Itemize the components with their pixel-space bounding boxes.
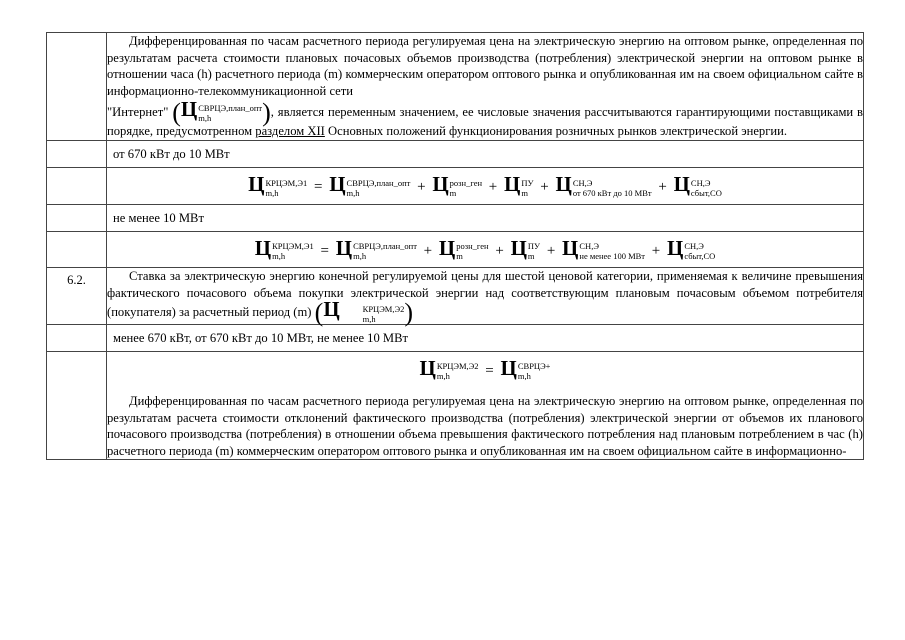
formula-sup: ПУ — [521, 177, 534, 188]
empty-num-cell — [47, 324, 107, 351]
description-paragraph — [107, 33, 863, 99]
formula-sub: сбыт,СО — [684, 251, 716, 262]
description-text: Дифференцированная по часам расчетного периода регулируемая цена на электрическую энергию на оптовом рынке, определенная по результатам расчета стоимости плановых почасовых объемов производства (потребления) электрической энергии на оптовом рынке в отношении часа (h) расчетного периода (m) коммерческим оператором оптового рынка и опубликованная им на своем официальном сайте в информационно-телекоммуникационной сети — [107, 34, 863, 98]
symbol-sup: СВРЦЭ,план_опт — [198, 103, 263, 114]
table-row — [47, 168, 864, 205]
symbol-char: Ц — [510, 235, 527, 260]
row-number: 6.2. — [47, 268, 107, 324]
formula-sup: КРЦЭМ,Э1 — [272, 241, 314, 252]
symbol-sub: m,h — [198, 113, 212, 124]
plus-sign: + — [546, 242, 556, 259]
plus-sign: + — [651, 242, 661, 259]
formula-sub: m — [456, 251, 463, 262]
equals-sign: = — [320, 242, 329, 259]
formula-sup: СВРЦЭ,план_опт — [346, 177, 411, 188]
internet-text: "Интернет" — [107, 105, 169, 120]
description-text-2: , является переменным значением, ее числовые значения рассчитываются гарантирующими поставщиками в порядке, предусмотренном — [107, 105, 864, 139]
formula-sup: КРЦЭМ,Э2 — [436, 361, 479, 372]
table-row — [47, 33, 864, 141]
symbol-char: Ц — [432, 172, 449, 197]
category-label: менее 670 кВт, от 670 кВт до 10 МВт, не менее 10 МВт — [107, 324, 864, 351]
plus-sign: + — [658, 179, 667, 196]
formula-sup: КРЦЭМ,Э1 — [265, 177, 308, 188]
formula-sub: m — [527, 251, 535, 262]
formula-sup: ПУ — [527, 241, 541, 252]
formula-sub: m,h — [265, 187, 279, 198]
price-symbol-inline: (Ц СВРЦЭ,план_опт m,h ) — [172, 97, 271, 128]
empty-num-cell — [47, 231, 107, 268]
row-number — [47, 33, 107, 141]
description-text-3: Основных положений функционирования розничных рынков электрической энергии. — [328, 124, 788, 139]
description-cell — [107, 351, 864, 460]
formula-1 — [107, 168, 864, 205]
formula-2 — [107, 231, 864, 268]
table-row — [47, 204, 864, 231]
formula-sub: не менее 100 МВт — [579, 251, 646, 262]
empty-num-cell — [47, 141, 107, 168]
formula-sup: СВРЦЭ,план_опт — [353, 241, 417, 252]
plus-sign: + — [540, 179, 549, 196]
formula-sup: СВРЦЭ+ — [517, 361, 551, 372]
formula-sup: розн_ген — [456, 241, 489, 252]
symbol-char: Ц — [335, 235, 353, 260]
symbol-char: Ц — [323, 297, 340, 322]
table-row — [47, 268, 864, 324]
category-label: не менее 10 МВт — [107, 204, 864, 231]
formula-sub: m,h — [272, 251, 286, 262]
symbol-char: Ц — [329, 172, 346, 197]
formula-sub: m — [449, 187, 457, 198]
symbol-char: Ц — [248, 172, 265, 197]
symbol-char: Ц — [254, 235, 272, 260]
description-paragraph — [107, 268, 863, 328]
formula-sub: сбыт,СО — [690, 187, 722, 198]
symbol-char: Ц — [438, 235, 456, 260]
empty-num-cell — [47, 351, 107, 460]
formula-sub: m,h — [346, 187, 360, 198]
formula-sup: СН,Э — [572, 177, 593, 188]
symbol-char: Ц — [667, 235, 684, 260]
symbol-char: Ц — [555, 172, 572, 197]
formula-sup: СН,Э — [579, 241, 599, 252]
description-cell — [107, 33, 864, 141]
symbol-char: Ц — [180, 97, 198, 122]
empty-num-cell — [47, 168, 107, 205]
description-text: Ставка за электрическую энергию конечной регулируемой цены для шестой ценовой категории, применяемая к величине превышения фактического почасового объема покупки электрической энергии над соответствующим плановым почасовым объемом потребителя (покупателя) за расчетный период (m) — [107, 269, 863, 320]
plus-sign: + — [417, 179, 426, 196]
symbol-sup: КРЦЭМ,Э2 — [362, 303, 405, 314]
description-cell — [107, 268, 864, 328]
formula-sub: m,h — [436, 371, 450, 382]
formula-sup: СН,Э — [684, 241, 704, 252]
plus-sign: + — [423, 242, 433, 259]
price-symbol-inline: (Ц КРЦЭМ,Э2 m,h ) — [314, 297, 414, 328]
symbol-char: Ц — [500, 355, 517, 380]
description-paragraph: Дифференцированная по часам расчетного периода регулируемая цена на электрическую энергию на оптовом рынке, определенная по результатам расчета стоимости отклонений фактического производства (потребления) электрической энергии от объемов их планового почасового производства (потребления) в отношении объема превышения фактического потребления над плановым потреблением в час (h) расчетного периода (m) коммерческим оператором оптового рынка и опубликованная им на своем официальном сайте в информационно- — [107, 394, 863, 458]
symbol-char: Ц — [673, 172, 690, 197]
symbol-char: Ц — [562, 235, 579, 260]
symbol-char: Ц — [419, 355, 436, 380]
table-row — [47, 351, 864, 460]
tariff-table — [46, 32, 864, 460]
equals-sign: = — [313, 179, 323, 196]
empty-num-cell — [47, 204, 107, 231]
formula-sub: от 670 кВт до 10 МВт — [572, 187, 652, 198]
plus-sign: + — [495, 242, 504, 259]
equals-sign: = — [485, 362, 494, 379]
formula-sup: СН,Э — [690, 177, 711, 188]
formula-3 — [107, 355, 863, 382]
table-row — [47, 324, 864, 351]
category-label: от 670 кВт до 10 МВт — [107, 141, 864, 168]
description-paragraph-cont — [107, 97, 864, 140]
formula-sub: m,h — [353, 251, 367, 262]
table-row — [47, 231, 864, 268]
formula-sup: розн_ген — [449, 177, 483, 188]
section-link[interactable]: разделом XII — [255, 124, 325, 139]
plus-sign: + — [488, 179, 498, 196]
symbol-char: Ц — [504, 172, 521, 197]
symbol-sub: m,h — [362, 313, 376, 324]
table-row — [47, 141, 864, 168]
formula-sub: m — [521, 187, 528, 198]
formula-sub: m,h — [517, 371, 531, 382]
